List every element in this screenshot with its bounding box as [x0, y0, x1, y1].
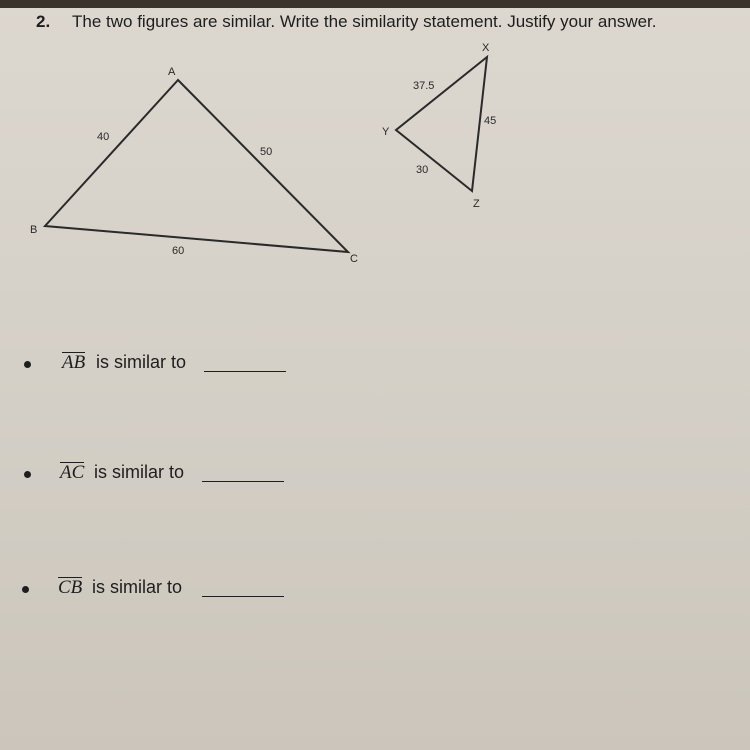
side-label-yz: 30 — [416, 164, 429, 176]
vertex-label-a: A — [168, 66, 176, 78]
answer-blank[interactable] — [204, 371, 286, 372]
segment-name: AB — [62, 352, 86, 373]
vertex-label-z: Z — [473, 198, 480, 210]
segment-name: CB — [58, 577, 83, 598]
side-label-xz: 45 — [484, 115, 497, 127]
item-stem: is similar to — [92, 577, 183, 597]
vertex-label-x: X — [482, 42, 490, 54]
side-label-bc: 60 — [172, 245, 185, 257]
question-number: 2. — [36, 12, 51, 31]
side-label-ab: 40 — [97, 131, 110, 143]
vertex-label-y: Y — [382, 126, 390, 138]
answer-blank[interactable] — [202, 596, 284, 597]
triangle-xyz — [396, 57, 487, 191]
segment-name: AC — [60, 462, 85, 483]
item-stem: is similar to — [94, 462, 185, 482]
side-label-xy: 37.5 — [413, 80, 435, 92]
similarity-item-ab — [0, 350, 750, 380]
question-text: The two figures are similar. Write the similarity statement. Justify your answer. — [72, 12, 657, 31]
bullet-dot — [22, 586, 29, 593]
vertex-label-b: B — [30, 224, 38, 236]
bullet-dot — [24, 361, 31, 368]
answer-blank[interactable] — [202, 481, 284, 482]
similarity-item-cb — [0, 575, 750, 605]
vertex-label-c: C — [350, 253, 358, 265]
side-label-ac: 50 — [260, 146, 273, 158]
item-stem: is similar to — [96, 352, 187, 372]
bullet-dot — [24, 471, 31, 478]
triangle-abc — [45, 80, 348, 252]
similar-triangles-figure — [0, 0, 750, 300]
similarity-item-ac — [0, 460, 750, 490]
